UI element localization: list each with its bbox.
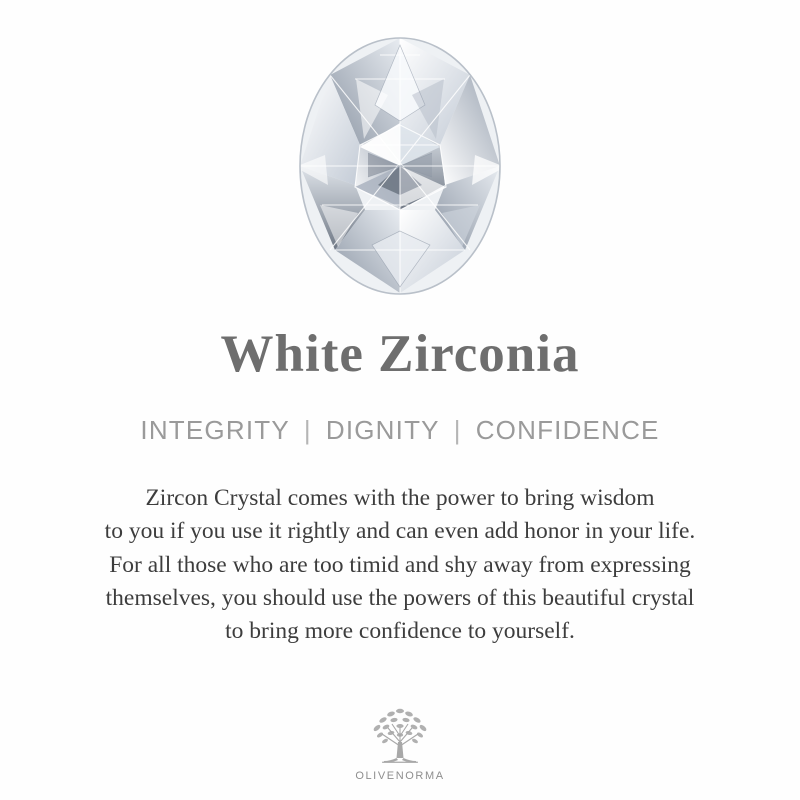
- keyword-integrity: INTEGRITY: [140, 415, 290, 445]
- description-text: [30, 482, 770, 649]
- description-line: Zircon Crystal comes with the power to bring wisdom: [145, 485, 655, 511]
- description-line: to you if you use it rightly and can even add honor in your life.: [104, 518, 696, 545]
- keyword-separator-1: |: [303, 415, 312, 445]
- brand-logo: [0, 702, 800, 782]
- keyword-confidence: CONFIDENCE: [475, 415, 660, 445]
- brand-name: OLIVENORMA: [355, 770, 445, 782]
- olive-tree-icon: [364, 702, 436, 768]
- page-title: White Zirconia: [220, 325, 580, 383]
- description-line: themselves, you should use the powers of this beautiful crystal: [105, 585, 695, 612]
- gemstone-image: [250, 30, 550, 302]
- keyword-list: [140, 415, 659, 446]
- oval-cut-gemstone-icon: [260, 35, 540, 297]
- keyword-separator-2: |: [453, 415, 462, 445]
- description-line: For all those who are too timid and shy away from expressing: [109, 551, 691, 578]
- description-line: to bring more confidence to yourself.: [225, 618, 575, 645]
- keyword-dignity: DIGNITY: [325, 415, 440, 445]
